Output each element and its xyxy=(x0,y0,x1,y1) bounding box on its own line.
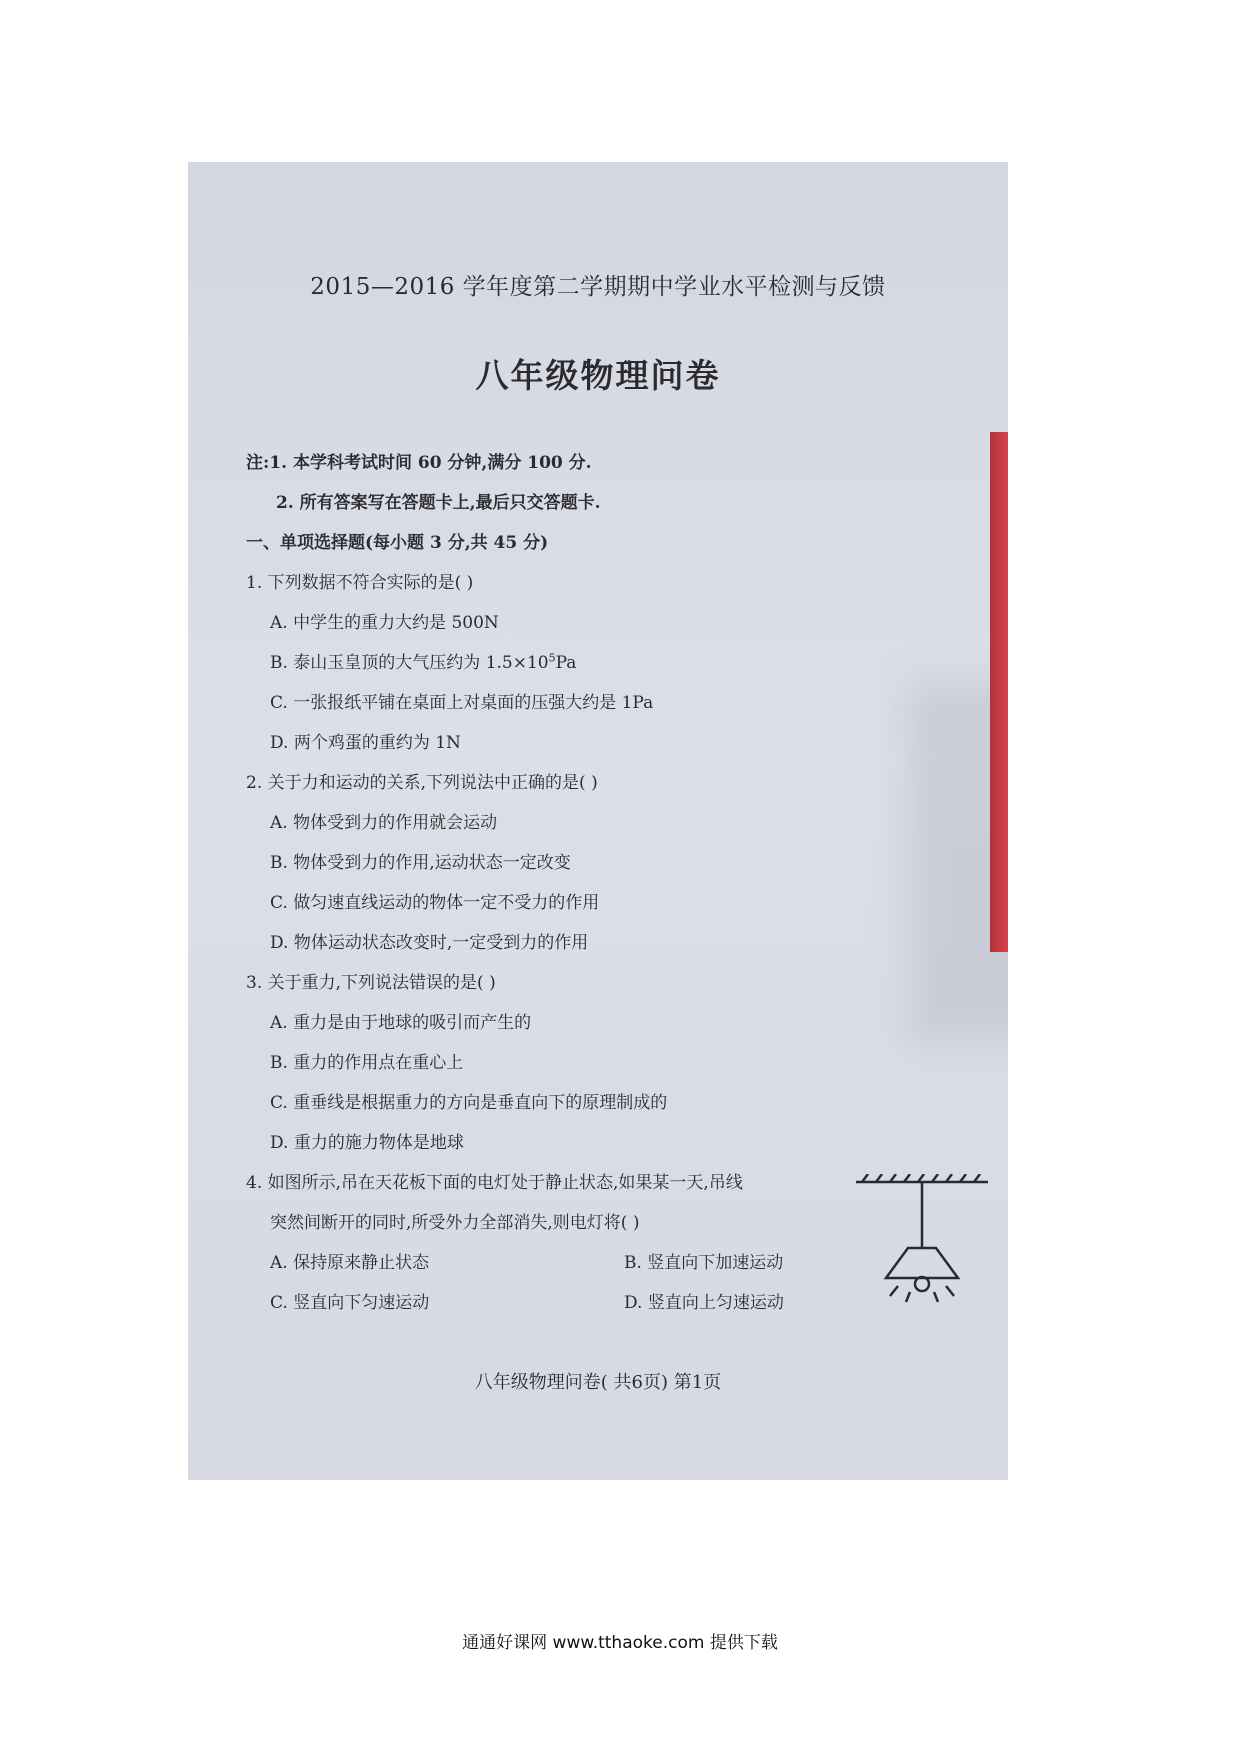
q2-stem: 2. 关于力和运动的关系,下列说法中正确的是( ) xyxy=(246,773,598,793)
q1-stem: 1. 下列数据不符合实际的是( ) xyxy=(246,573,474,593)
q2-option-b: B. 物体受到力的作用,运动状态一定改变 xyxy=(270,853,571,873)
q2-option-a: A. 物体受到力的作用就会运动 xyxy=(270,813,498,833)
download-credit: 通通好课网 www.tthaoke.com 提供下载 xyxy=(462,1633,778,1653)
lamp-icon xyxy=(886,1182,958,1302)
q4-option-a: A. 保持原来静止状态 xyxy=(270,1253,430,1273)
section-heading: 一、单项选择题(每小题 3 分,共 45 分) xyxy=(246,533,549,553)
q4-option-b: B. 竖直向下加速运动 xyxy=(624,1253,784,1273)
exam-page-photo xyxy=(188,162,1008,1480)
q4-stem-line1: 4. 如图所示,吊在天花板下面的电灯处于静止状态,如果某一天,吊线 xyxy=(246,1173,743,1193)
ceiling-icon xyxy=(856,1174,988,1182)
red-book-edge xyxy=(990,432,1008,952)
q3-stem: 3. 关于重力,下列说法错误的是( ) xyxy=(246,973,496,993)
q2-option-d: D. 物体运动状态改变时,一定受到力的作用 xyxy=(270,933,589,953)
q3-option-c: C. 重垂线是根据重力的方向是垂直向下的原理制成的 xyxy=(270,1093,668,1113)
note-1: 注:1. 本学科考试时间 60 分钟,满分 100 分. xyxy=(246,453,592,473)
q4-option-c: C. 竖直向下匀速运动 xyxy=(270,1293,430,1313)
q4-stem-line2: 突然间断开的同时,所受外力全部消失,则电灯将( ) xyxy=(270,1213,640,1233)
q3-option-d: D. 重力的施力物体是地球 xyxy=(270,1133,464,1153)
exam-title: 2015—2016 学年度第二学期期中学业水平检测与反馈 xyxy=(310,274,886,300)
q4-option-d: D. 竖直向上匀速运动 xyxy=(624,1293,784,1313)
q3-option-b: B. 重力的作用点在重心上 xyxy=(270,1053,464,1073)
q3-option-a: A. 重力是由于地球的吸引而产生的 xyxy=(270,1013,532,1033)
q1-option-c: C. 一张报纸平铺在桌面上对桌面的压强大约是 1Pa xyxy=(270,693,654,713)
q1-option-d: D. 两个鸡蛋的重约为 1N xyxy=(270,733,461,753)
exam-subtitle: 八年级物理问卷 xyxy=(475,356,721,395)
q1-option-a: A. 中学生的重力大约是 500N xyxy=(270,613,499,633)
q2-option-c: C. 做匀速直线运动的物体一定不受力的作用 xyxy=(270,893,600,913)
note-2: 2. 所有答案写在答题卡上,最后只交答题卡. xyxy=(276,493,601,513)
page-footer: 八年级物理问卷( 共6页) 第1页 xyxy=(474,1372,722,1393)
hanging-lamp-diagram xyxy=(848,1174,998,1304)
q1-option-b: B. 泰山玉皇顶的大气压约为 $1.5\times 10^5Pa$ xyxy=(270,651,577,673)
